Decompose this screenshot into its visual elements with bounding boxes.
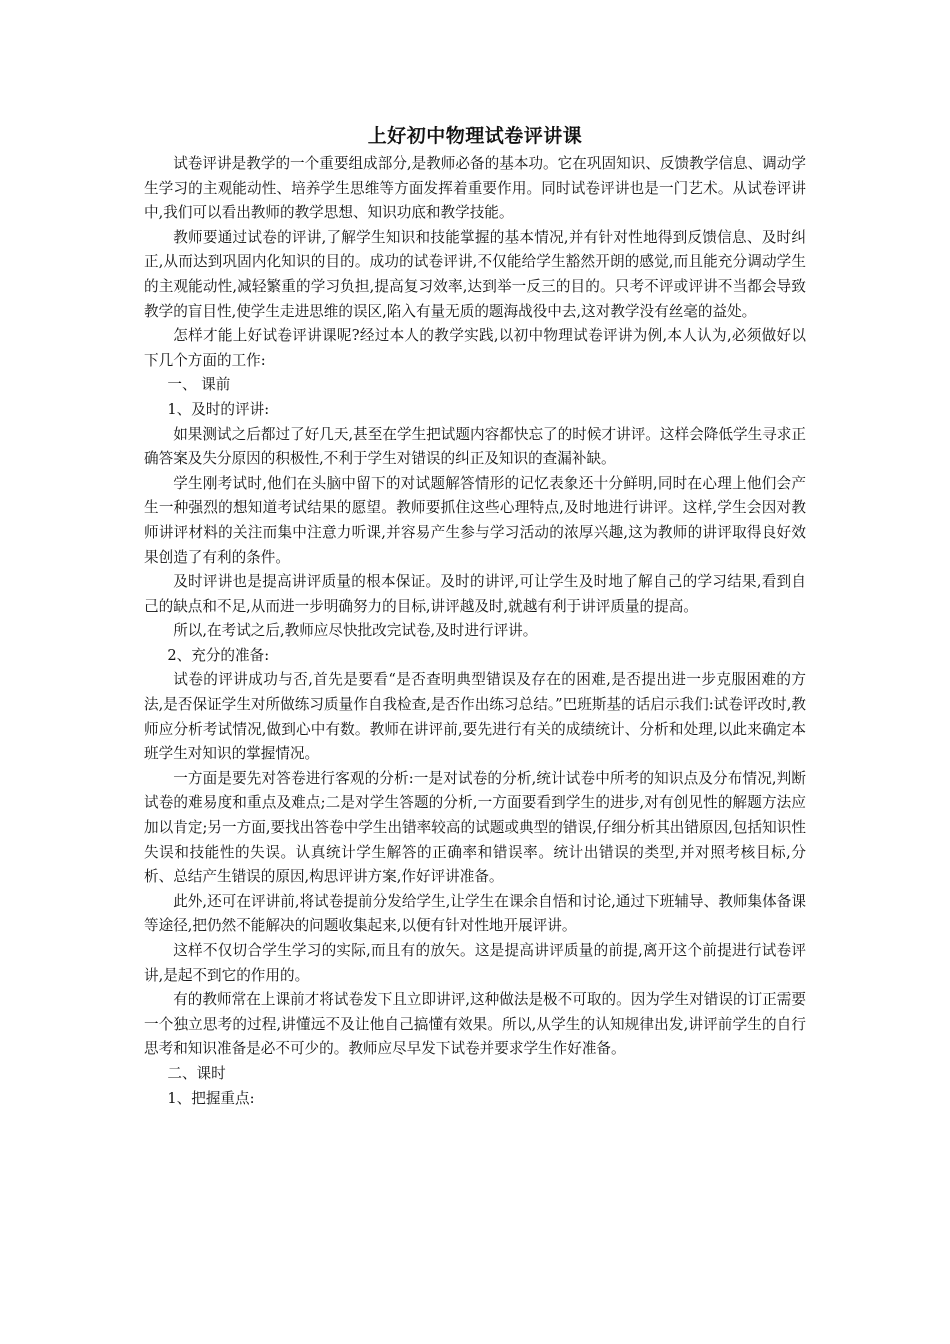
body-paragraph: 试卷评讲是教学的一个重要组成部分,是教师必备的基本功。它在巩固知识、反馈教学信息、调动学生学习的主观能动性、培养学生思维等方面发挥着重要作用。同时试卷评讲也是一门艺术。从试卷评讲中,我们可以看出教师的教学思想、知识功底和教学技能。	[144, 155, 806, 222]
body-paragraph: 怎样才能上好试卷评讲课呢?经过本人的教学实践,以初中物理试卷评讲为例,本人认为,必须做好以下几个方面的工作:	[144, 327, 806, 369]
body-paragraph: 如果测试之后都过了好几天,甚至在学生把试题内容都快忘了的时候才讲评。这样会降低学生寻求正确答案及失分原因的积极性,不利于学生对错误的纠正及知识的查漏补缺。	[144, 425, 806, 468]
body-paragraph: 试卷的评讲成功与否,首先是要看“是否查明典型错误及存在的困难,是否提出进一步克服困难的方法,是否保证学生对所做练习质量作自我检查,是否作出练习总结。”巴班斯基的话启示我们:试卷评改时,教师应分析考试情况,做到心中有数。教师在讲评前,要先进行有关的成绩统计、分析和处理,以此来确定本班学生对知识的掌握情况。	[144, 671, 806, 763]
body-paragraph: 有的教师常在上课前才将试卷发下且立即讲评,这种做法是极不可取的。因为学生对错误的订正需要一个独立思考的过程,讲懂远不及让他自己搞懂有效果。所以,从学生的认知规律出发,讲评前学生的自行思考和知识准备是必不可少的。教师应尽早发下试卷并要求学生作好准备。	[144, 991, 806, 1058]
body-paragraph: 此外,还可在评讲前,将试卷提前分发给学生,让学生在课余自悟和讨论,通过下班辅导、教师集体备课等途径,把仍然不能解决的问题收集起来,以便有针对性地开展评讲。	[144, 892, 806, 935]
section-heading: 1、把握重点:	[167, 1089, 255, 1107]
body-paragraph: 及时评讲也是提高讲评质量的根本保证。及时的讲评,可让学生及时地了解自己的学习结果,看到自己的缺点和不足,从而进一步明确努力的目标,讲评越及时,就越有利于讲评质量的提高。	[144, 573, 806, 615]
document-title: 上好初中物理试卷评讲课	[367, 125, 583, 147]
section-heading: 1、及时的评讲:	[167, 400, 270, 418]
body-paragraph: 教师要通过试卷的评讲,了解学生知识和技能掌握的基本情况,并有针对性地得到反馈信息、及时纠正,从而达到巩固内化知识的目的。成功的试卷评讲,不仅能给学生豁然开朗的感觉,而且能充分调动学生的主观能动性,减轻繁重的学习负担,提高复习效率,达到举一反三的目的。只考不评或评讲不当都会导致教学的盲目性,使学生走进思维的误区,陷入有量无质的题海战役中去,这对教学没有丝毫的益处。	[144, 228, 806, 320]
section-heading: 2、充分的准备:	[167, 646, 270, 664]
paragraph-list	[144, 152, 806, 1111]
document-body	[144, 122, 806, 1111]
body-paragraph: 这样不仅切合学生学习的实际,而且有的放矢。这是提高讲评质量的前提,离开这个前提进行试卷评讲,是起不到它的作用的。	[144, 942, 806, 984]
section-heading: 二、课时	[167, 1064, 226, 1082]
section-heading: 一、 课前	[167, 376, 231, 394]
body-paragraph: 学生刚考试时,他们在头脑中留下的对试题解答情形的记忆表象还十分鲜明,同时在心理上他们会产生一种强烈的想知道考试结果的愿望。教师要抓住这些心理特点,及时地进行讲评。这样,学生会因对教师讲评材料的关注而集中注意力听课,并容易产生参与学习活动的浓厚兴趣,这为教师的讲评取得良好效果创造了有利的条件。	[144, 474, 806, 566]
body-paragraph: 所以,在考试之后,教师应尽快批改完试卷,及时进行评讲。	[173, 622, 538, 640]
body-paragraph: 一方面是要先对答卷进行客观的分析:一是对试卷的分析,统计试卷中所考的知识点及分布情况,判断试卷的难易度和重点及难点;二是对学生答题的分析,一方面要看到学生的进步,对有创见性的解题方法应加以肯定;另一方面,要找出答卷中学生出错率较高的试题或典型的错误,仔细分析其出错原因,包括知识性失误和技能性的失误。认真统计学生解答的正确率和错误率。统计出错误的类型,并对照考核目标,分析、总结产生错误的原因,构思评讲方案,作好评讲准备。	[144, 769, 806, 886]
